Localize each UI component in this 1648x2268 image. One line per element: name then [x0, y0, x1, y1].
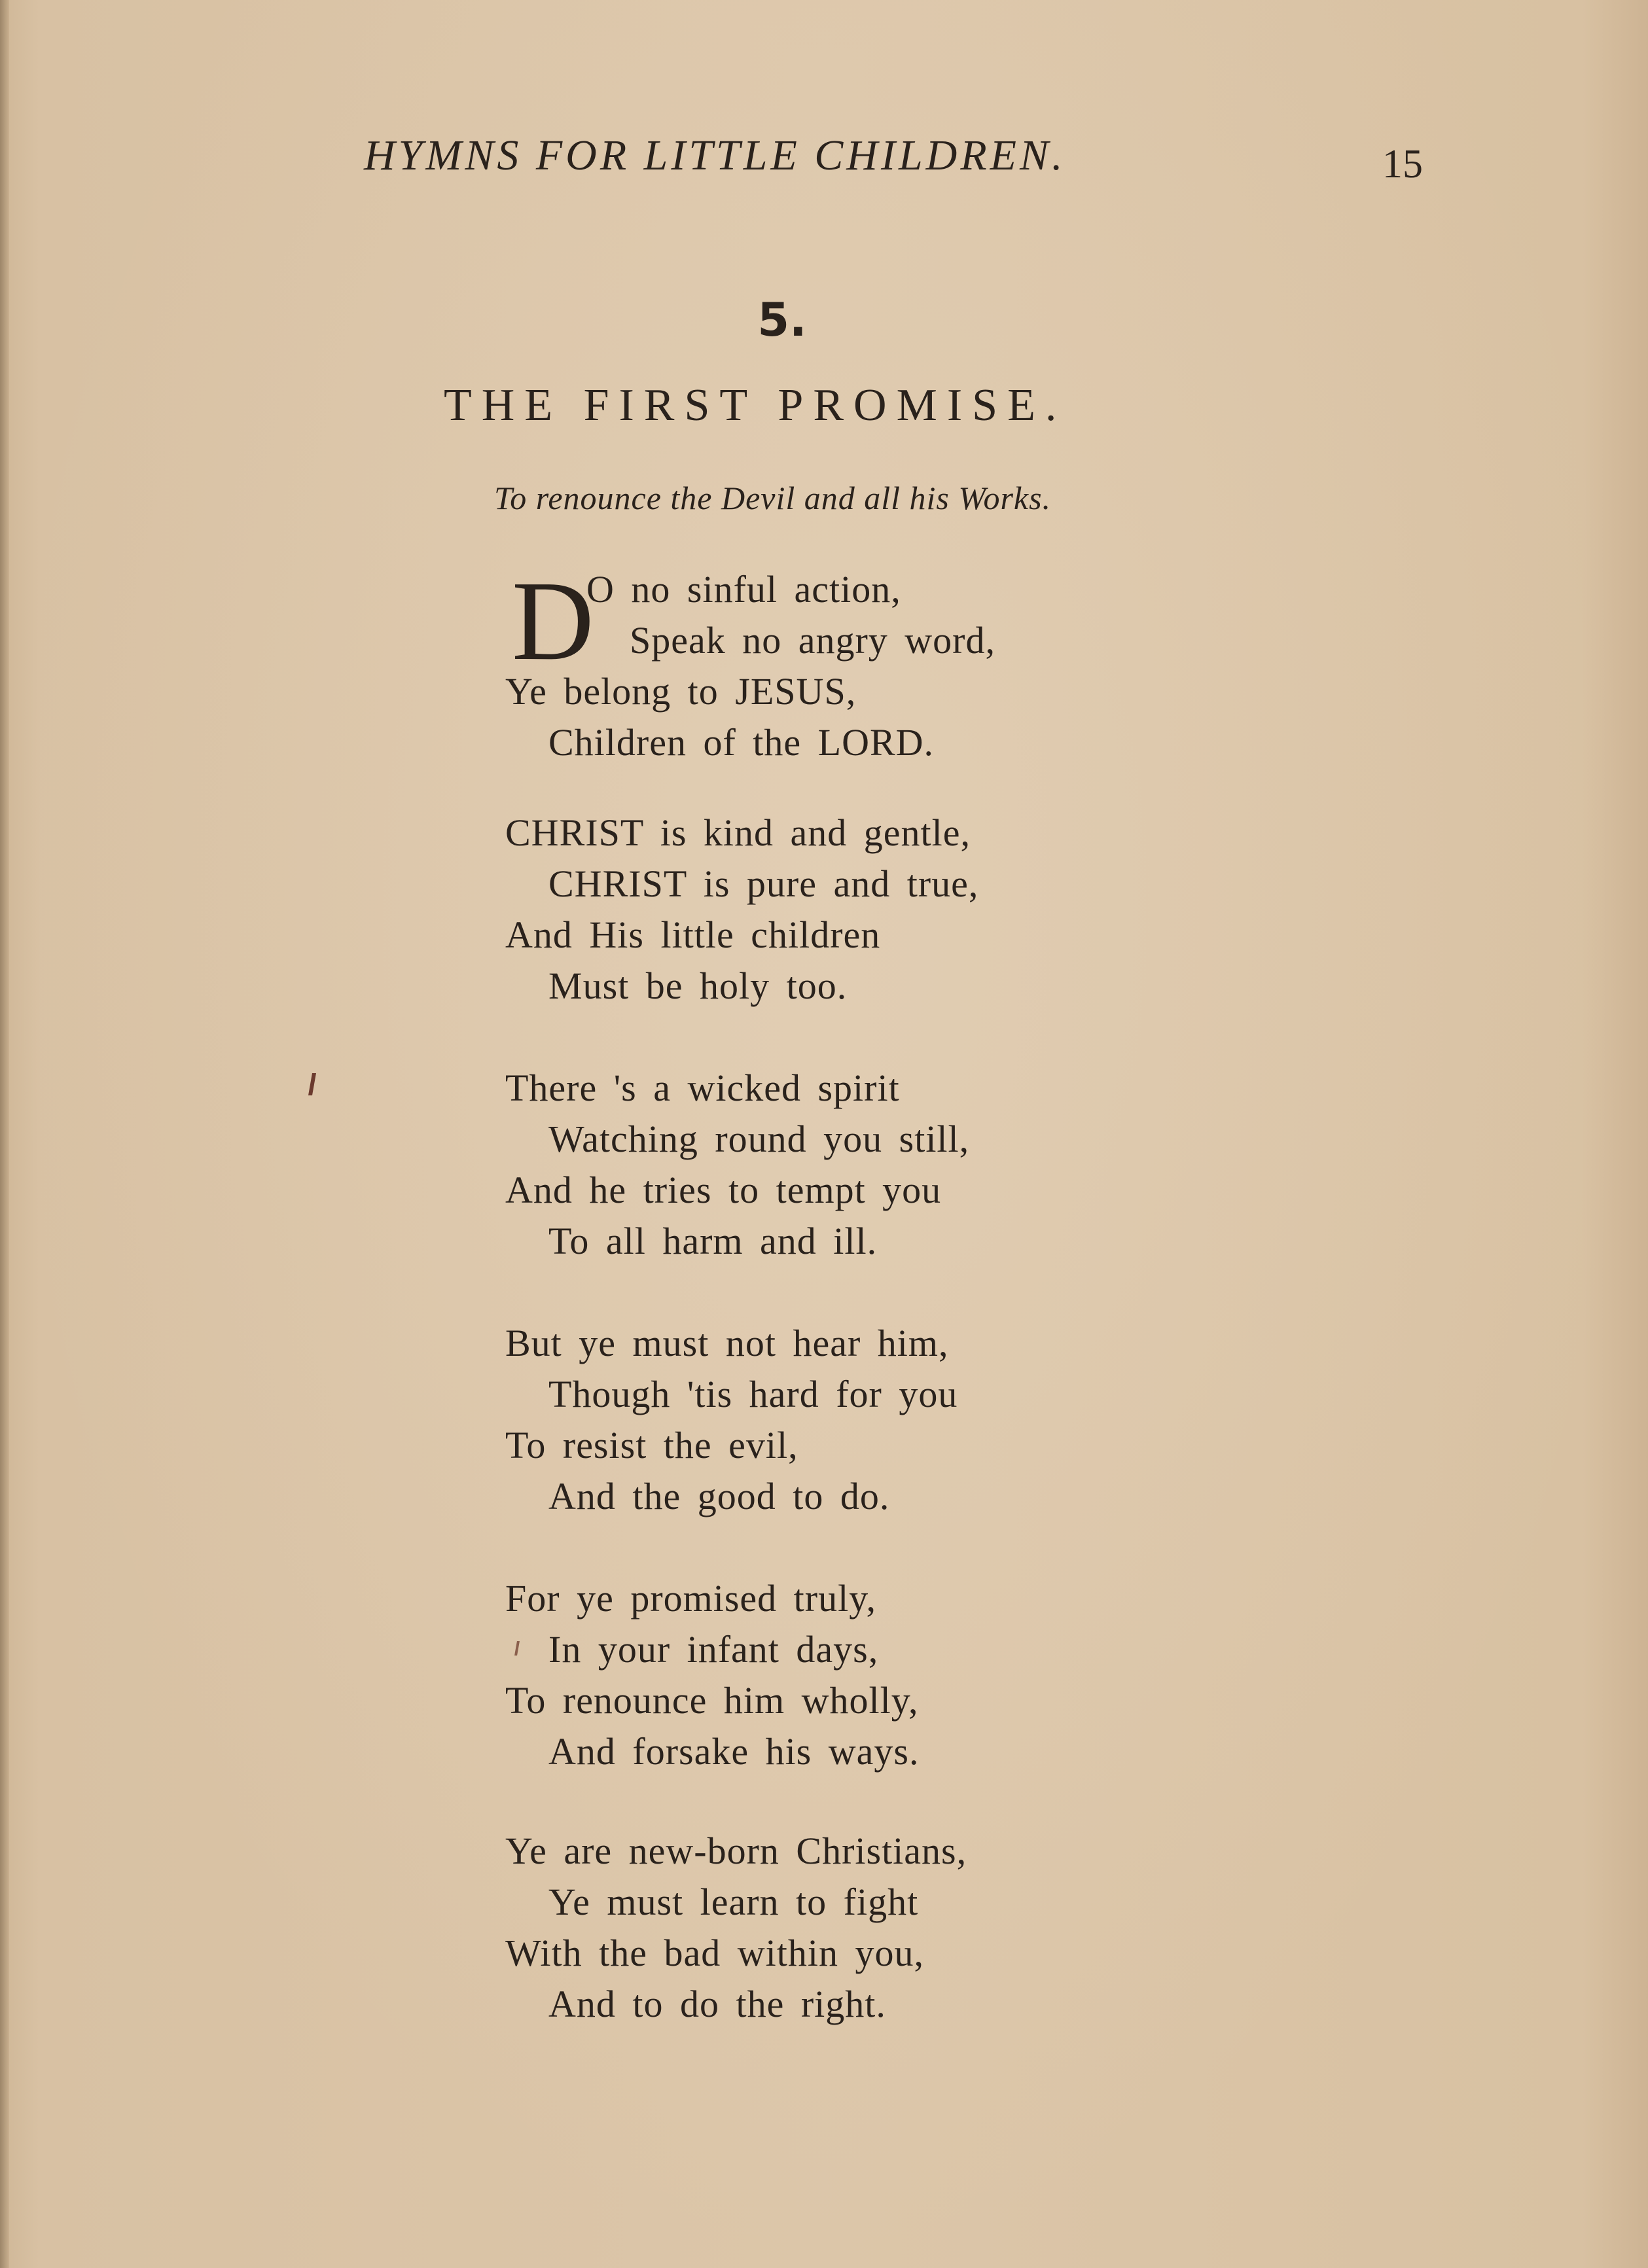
poem-line: Ye belong to JESUS, — [505, 670, 857, 713]
poem-line: With the bad within you, — [505, 1932, 924, 1974]
poem-line: Ye are new-born Christians, — [505, 1830, 967, 1872]
poem-line: O no sinful action, — [586, 568, 901, 611]
poem-line: But ye must not hear him, — [505, 1322, 949, 1364]
poem-line: Watching round you still, — [548, 1118, 970, 1160]
running-head: HYMNS FOR LITTLE CHILDREN. — [364, 132, 1066, 179]
poem-line: For ye promised truly, — [505, 1577, 876, 1620]
hymn-title: THE FIRST PROMISE. — [444, 380, 1067, 431]
poem-line: To renounce him wholly, — [505, 1679, 919, 1722]
poem-line: And he tries to tempt you — [505, 1169, 942, 1211]
ink-mark — [308, 1073, 316, 1095]
poem-line: And forsake his ways. — [548, 1730, 920, 1773]
poem-line: Ye must learn to fight — [548, 1881, 919, 1923]
poem-line: Speak no angry word, — [630, 619, 996, 662]
poem-line: To resist the evil, — [505, 1424, 798, 1466]
ink-mark — [514, 1641, 520, 1656]
poem-line: And His little children — [505, 913, 881, 956]
poem-line: Children of the LORD. — [548, 721, 935, 764]
poem-line: CHRIST is kind and gentle, — [505, 811, 971, 854]
hymn-subtitle: To renounce the Devil and all his Works. — [494, 480, 1052, 516]
poem-line: And the good to do. — [548, 1475, 890, 1517]
poem-line: In your infant days, — [548, 1628, 879, 1671]
page-number: 15 — [1382, 142, 1423, 186]
poem-line: To all harm and ill. — [548, 1220, 878, 1262]
poem-line: There 's a wicked spirit — [505, 1067, 900, 1109]
hymn-number: 5. — [757, 293, 807, 347]
drop-cap: D — [512, 558, 594, 684]
poem-line: Must be holy too. — [548, 965, 848, 1007]
poem-line: Though 'tis hard for you — [548, 1373, 958, 1415]
poem-line: CHRIST is pure and true, — [548, 862, 979, 905]
poem-line: And to do the right. — [548, 1983, 886, 2025]
